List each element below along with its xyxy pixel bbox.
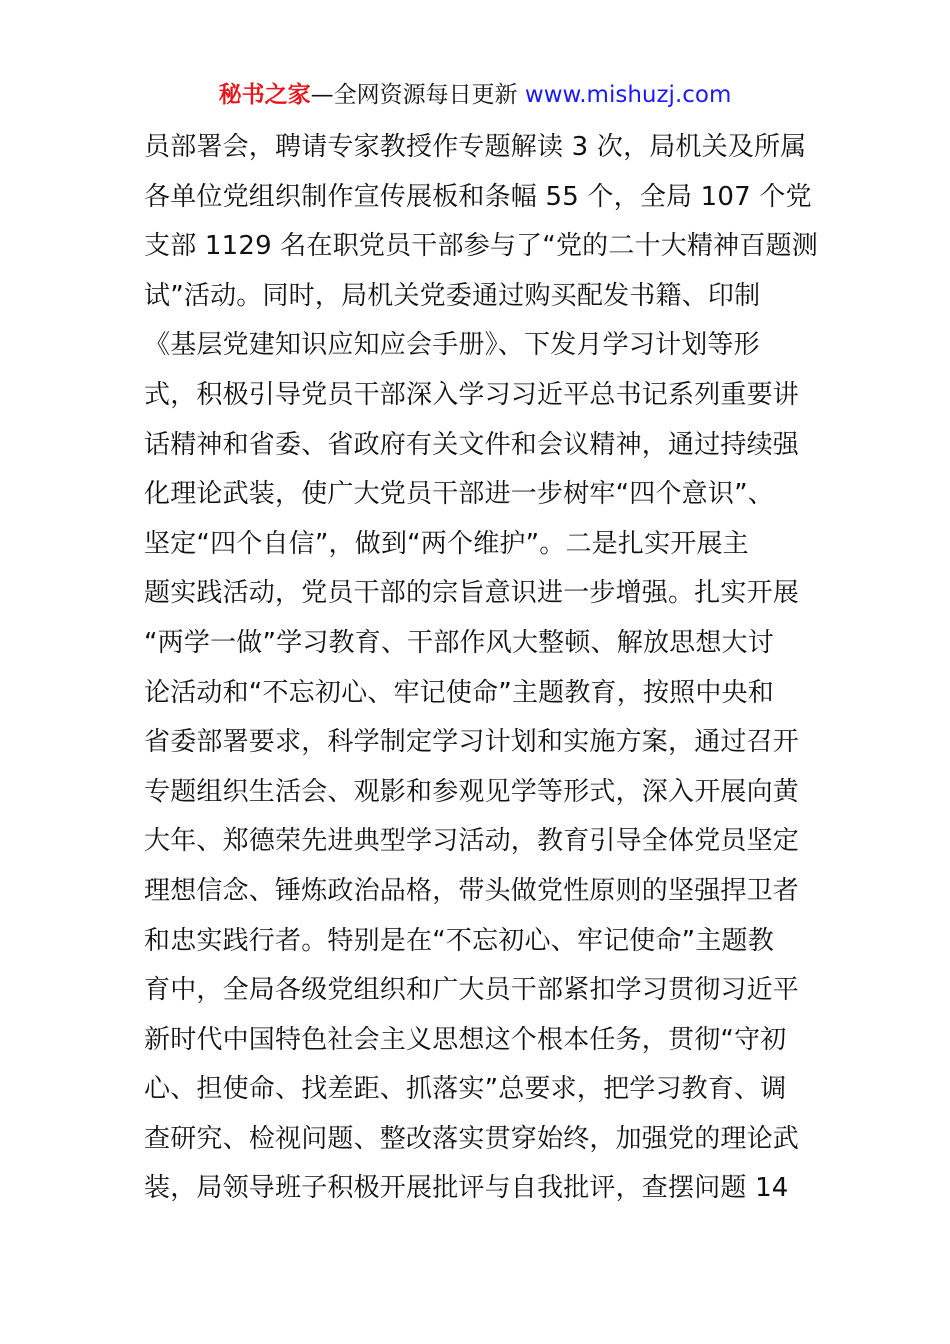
text-line: 专题组织生活会、观影和参观见学等形式，深入开展向黄: [144, 776, 800, 807]
text-line: 员部署会，聘请专家教授作专题解读 3 次，局机关及所属: [144, 132, 807, 162]
text-line: 心、担使命、找差距、抓落实”总要求，把学习教育、调: [144, 1074, 787, 1105]
text-line: 论活动和“不忘初心、牢记使命”主题教育，按照中央和: [144, 677, 774, 708]
text-line: 省委部署要求，科学制定学习计划和实施方案，通过召开: [144, 727, 800, 758]
text-line: 大年、郑德荣先进典型学习活动，教育引导全体党员坚定: [144, 826, 800, 857]
brand-name: 秘书之家: [218, 82, 311, 108]
text-line: 坚定“四个自信”，做到“两个维护”。二是扎实开展主: [144, 528, 749, 559]
site-header: [0, 80, 950, 110]
text-line: 育中，全局各级党组织和广大员干部紧扣学习贯彻习近平: [144, 975, 800, 1006]
text-line: 式，积极引导党员干部深入学习习近平总书记系列重要讲: [144, 379, 800, 410]
text-line: 各单位党组织制作宣传展板和条幅 55 个，全局 107 个党: [144, 181, 812, 212]
text-line: 化理论武装，使广大党员干部进一步树牢“四个意识”、: [144, 479, 774, 510]
text-line: 理想信念、锤炼政治品格，带头做党性原则的坚强捍卫者: [144, 875, 800, 906]
text-line: 支部 1129 名在职党员干部参与了“党的二十大精神百题测: [144, 231, 818, 262]
header-tagline: —全网资源每日更新: [310, 82, 525, 108]
text-line: 装，局领导班子积极开展批评与自我批评，查摆问题 14: [144, 1173, 789, 1204]
text-line: 查研究、检视问题、整改落实贯穿始终，加强党的理论武: [144, 1123, 800, 1154]
text-line: 新时代中国特色社会主义思想这个根本任务，贯彻“守初: [144, 1024, 787, 1055]
text-line: 《基层党建知识应知应会手册》、下发月学习计划等形: [144, 330, 760, 361]
document-body: [144, 123, 824, 1214]
text-line: 试”活动。同时，局机关党委通过购买配发书籍、印制: [144, 280, 761, 311]
text-line: 和忠实践行者。特别是在“不忘初心、牢记使命”主题教: [144, 925, 774, 956]
site-url-link[interactable]: www.mishuzj.com: [524, 82, 732, 108]
text-line: 题实践活动，党员干部的宗旨意识进一步增强。扎实开展: [144, 578, 800, 609]
text-line: “两学一做”学习教育、干部作风大整顿、解放思想大讨: [144, 627, 774, 658]
text-line: 话精神和省委、省政府有关文件和会议精神，通过持续强: [144, 429, 800, 460]
